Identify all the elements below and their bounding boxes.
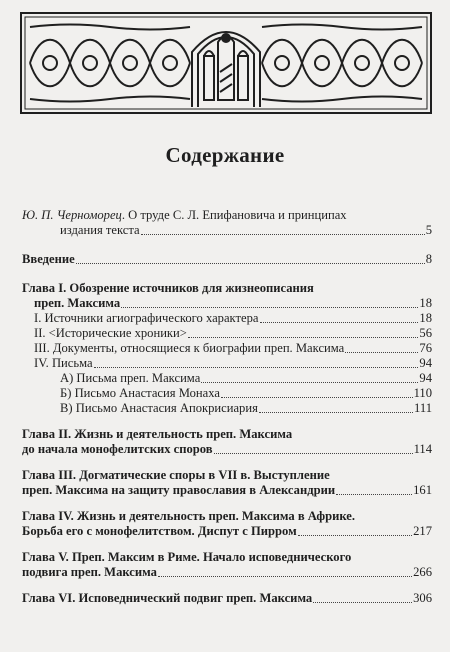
toc-subentry [22, 326, 432, 341]
subentry-label: III. Документы, относящиеся к биографии преп. Максима [34, 341, 345, 355]
page-number: 217 [413, 524, 432, 538]
dot-leader [214, 452, 413, 454]
toc-entry-ch1-line2 [22, 296, 432, 311]
page-number: 306 [413, 591, 432, 605]
subentry-label: I. Источники агиографического характера [34, 311, 259, 325]
subentry-label: II. <Исторические хроники> [34, 326, 187, 340]
page-number: 161 [413, 483, 432, 497]
subentry-label: А) Письма преп. Максима [60, 371, 201, 385]
toc-entry-ch5-line2 [22, 565, 432, 580]
ch3-title-line2: преп. Максима на защиту православия в Александрии [22, 483, 336, 497]
toc-entry-ch3-line1: Глава III. Догматические споры в VII в. Выступление [22, 468, 330, 482]
table-of-contents [22, 208, 432, 606]
page-number: 18 [419, 296, 432, 310]
dot-leader [336, 493, 412, 495]
page-number: 76 [419, 341, 432, 355]
dot-leader [188, 336, 419, 338]
ch6-title: Глава VI. Исповеднический подвиг преп. Максима [22, 591, 313, 605]
page-number: 56 [419, 326, 432, 340]
page-number: 5 [425, 223, 432, 237]
page-number: 111 [414, 401, 432, 415]
page-title: Содержание [165, 143, 285, 167]
toc-entry-ch4-line1: Глава IV. Жизнь и деятельность преп. Максима в Африке. [22, 509, 356, 523]
toc-subentry [22, 401, 432, 416]
dot-leader [259, 411, 413, 413]
toc-entry-ch4-line2 [22, 524, 432, 539]
dot-leader [121, 306, 418, 308]
page-number: 114 [413, 442, 432, 456]
preface-title-line2: издания текста [60, 223, 140, 237]
toc-subentry [22, 311, 432, 326]
toc-entry-ch3-line2 [22, 483, 432, 498]
page-number: 110 [413, 386, 432, 400]
subentry-label: IV. Письма [34, 356, 93, 370]
dot-leader [260, 321, 419, 323]
ch2-title-line2: до начала монофелитских споров [22, 442, 213, 456]
preface-author: Ю. П. Черноморец [22, 208, 122, 222]
toc-entry-preface [22, 208, 432, 223]
toc-subentry [22, 386, 432, 401]
page-number: 94 [419, 356, 432, 370]
ch1-title-line2: преп. Максима [34, 296, 121, 310]
dot-leader [345, 351, 418, 353]
dot-leader [313, 601, 412, 603]
toc-entry-intro [22, 252, 432, 267]
toc-entry-ch5-line1: Глава V. Преп. Максим в Риме. Начало исповеднического [22, 550, 352, 564]
intro-label: Введение [22, 252, 75, 266]
ch5-title-line2: подвига преп. Максима [22, 565, 157, 579]
page-number: 266 [413, 565, 432, 579]
dot-leader [158, 575, 412, 577]
preface-title-line1: . О труде С. Л. Епифановича и принципах [121, 208, 347, 222]
ch4-title-line2: Борьба его с монофелитством. Диспут с Пирром [22, 524, 297, 538]
dot-leader [221, 396, 413, 398]
toc-subentry [22, 341, 432, 356]
toc-subentry [22, 356, 432, 371]
toc-subentry [22, 371, 432, 386]
dot-leader [141, 233, 425, 235]
toc-entry-preface-line2 [22, 223, 432, 238]
subentry-label: Б) Письмо Анастасия Монаха [60, 386, 220, 400]
page-number: 8 [425, 252, 432, 266]
toc-entry-ch1-line1: Глава I. Обозрение источников для жизнеописания [22, 281, 314, 295]
toc-entry-ch6 [22, 591, 432, 606]
dot-leader [201, 381, 418, 383]
page-number: 94 [419, 371, 432, 385]
toc-entry-ch2-line2 [22, 442, 432, 457]
dot-leader [298, 534, 412, 536]
toc-entry-ch2-line1: Глава II. Жизнь и деятельность преп. Максима [22, 427, 293, 441]
subentry-label: В) Письмо Анастасия Апокрисиария [60, 401, 258, 415]
dot-leader [76, 262, 425, 264]
ornamental-header [20, 12, 432, 114]
page-number: 18 [419, 311, 432, 325]
dot-leader [94, 366, 419, 368]
